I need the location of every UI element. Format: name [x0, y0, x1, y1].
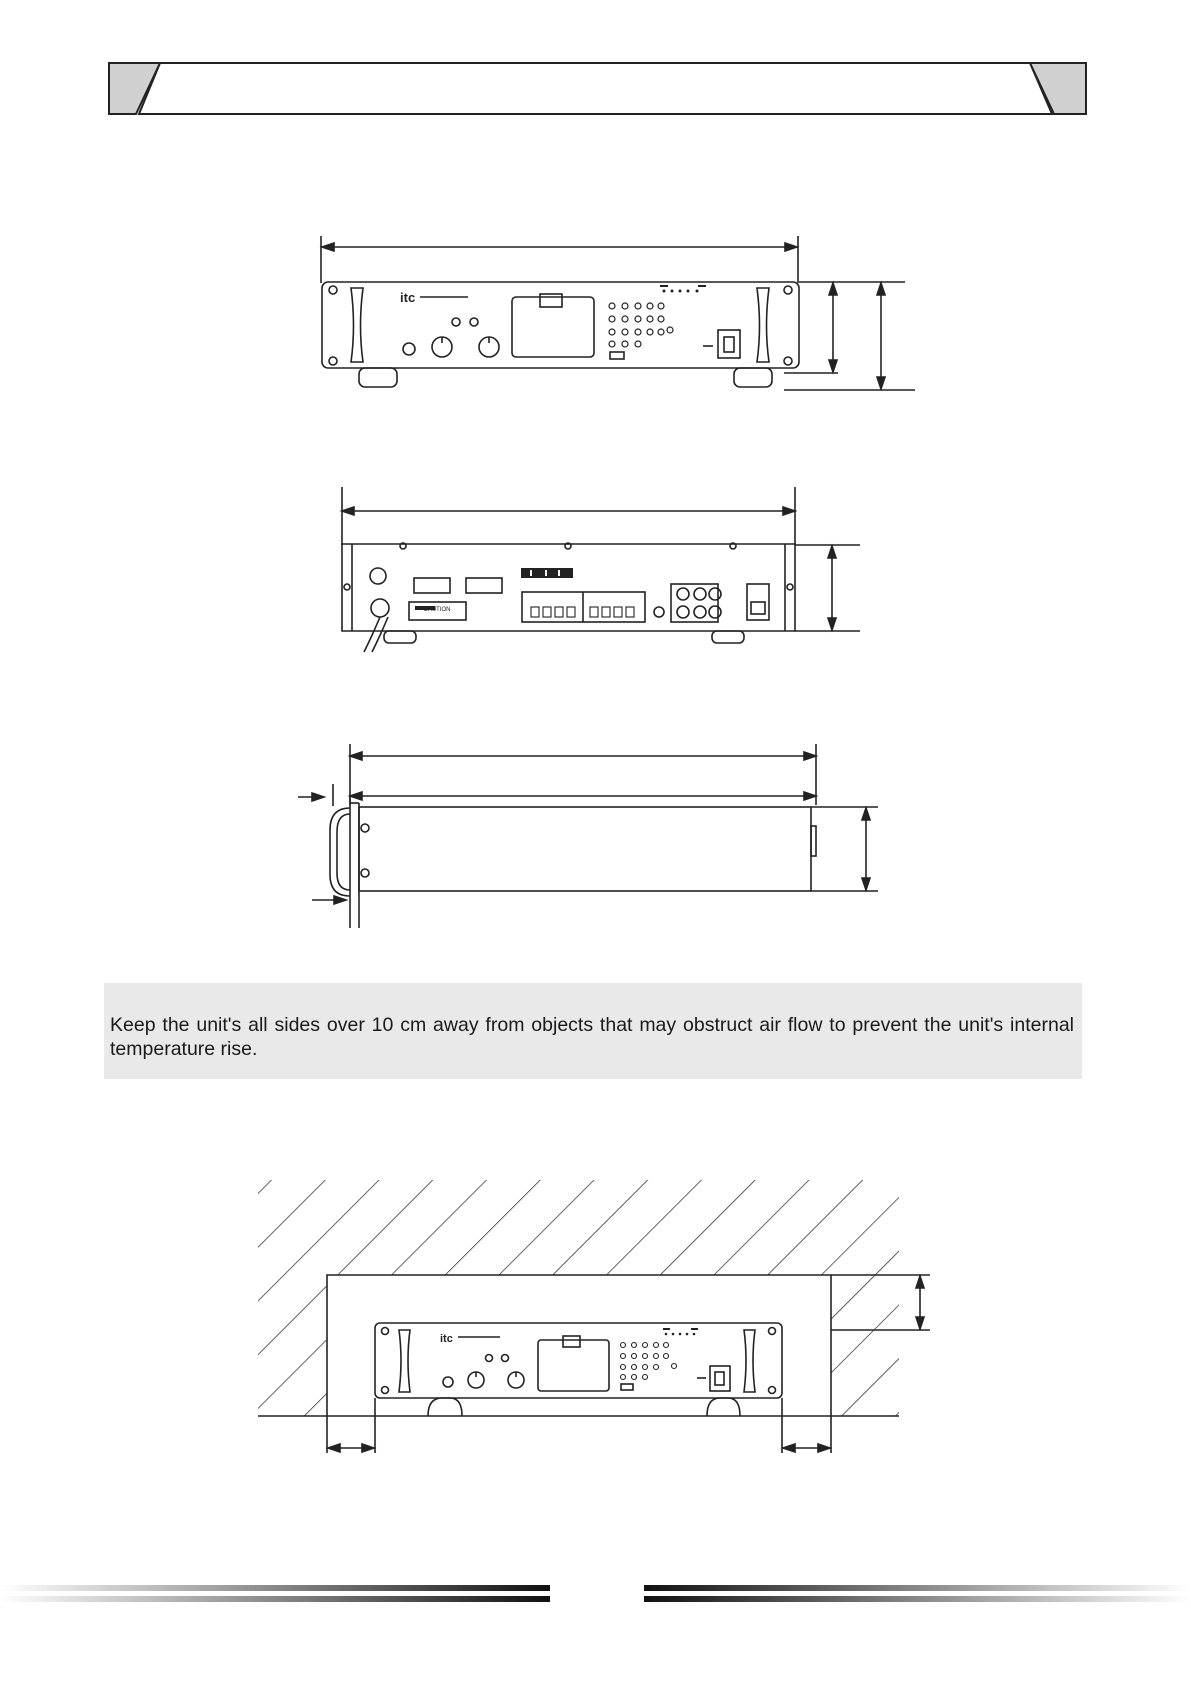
notice-text: Keep the unit's all sides over 10 cm away from objects that may obstruct air flow to prevent the unit's internal temperature rise. — [110, 1014, 1074, 1060]
installed-brand-logo: itc — [440, 1333, 453, 1345]
footer-line-right-top — [644, 1585, 1191, 1591]
footer-line-left-bottom — [0, 1596, 550, 1602]
footer-line-left-top — [0, 1585, 550, 1591]
front-brand-logo: itc — [400, 290, 416, 305]
footer-line-right-bottom — [644, 1596, 1191, 1602]
caution-label-text: CAUTION — [423, 607, 451, 613]
